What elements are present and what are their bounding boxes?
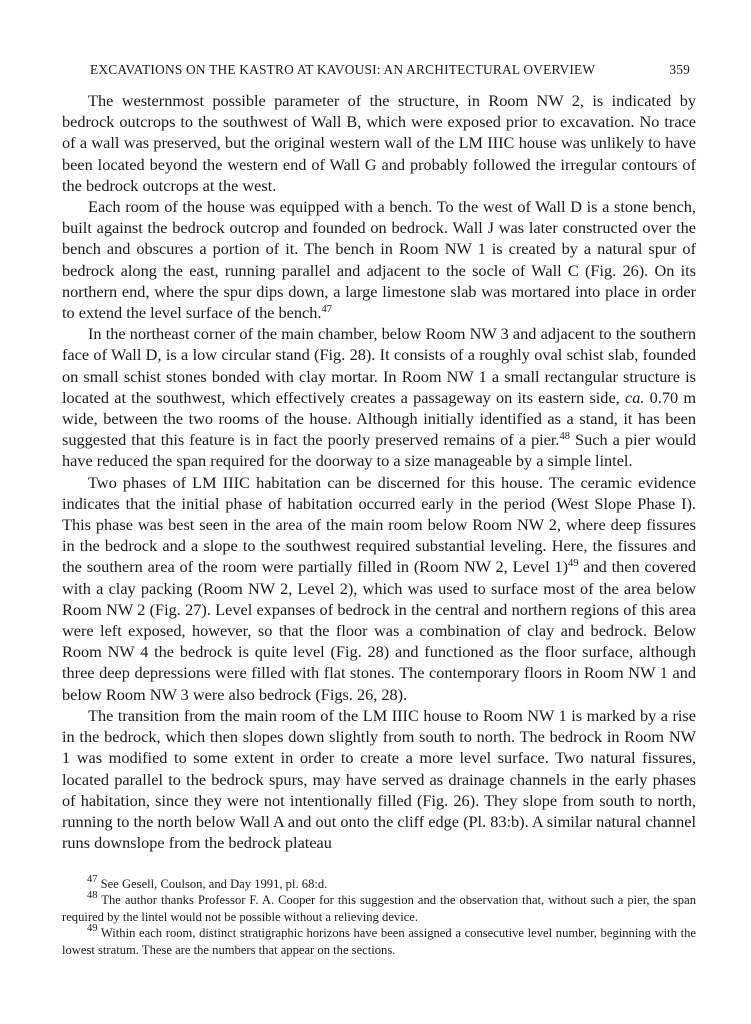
page-number: 359 bbox=[669, 62, 690, 77]
paragraph-text: The westernmost possible parameter of the structure, in Room NW 2, is indicated by bedrock outcrops to the southwest of Wall B, which were exposed prior to excavation. No trace of a wall was preserved, but the original western wall of the LM IIIC house was unlikely to have been located beyond the western end of Wall G and probably followed the irregular contours of the bedrock outcrops at the west. bbox=[62, 91, 696, 195]
body-text bbox=[62, 90, 696, 853]
footnote-text: The author thanks Professor F. A. Cooper for this suggestion and the observation that, without such a pier, the span required by the lintel would not be possible without a relieving device. bbox=[62, 893, 696, 924]
footnote-ref: 49 bbox=[568, 558, 579, 570]
paragraph-text: In the northeast corner of the main chamber, below Room NW 3 and adjacent to the southern face of Wall D, is a low circular stand (Fig. 28). It consists of a roughly oval schist slab, founded on small schist stones bonded with clay mortar. In Room NW 1 a small rectangular structure is located at the southwest, which effectively creates a passageway on its eastern side, bbox=[62, 324, 696, 407]
body-paragraph bbox=[62, 90, 696, 196]
footnote bbox=[62, 892, 696, 925]
footnote-text: See Gesell, Coulson, and Day 1991, pl. 68:d. bbox=[97, 877, 328, 891]
footnote bbox=[62, 876, 696, 892]
paragraph-text: Such a pier would have reduced the span required for the doorway to a size manageable by a simple lintel. bbox=[62, 430, 696, 471]
body-paragraph bbox=[62, 472, 696, 705]
footnote-ref: 48 bbox=[559, 431, 570, 443]
footnote-number: 47 bbox=[87, 874, 98, 885]
footnote-ref: 47 bbox=[321, 304, 332, 316]
paragraph-text: Two phases of LM IIIC habitation can be discerned for this house. The ceramic evidence indicates that the initial phase of habitation occurred early in the period (West Slope Phase I). This phase was best seen in the area of the main room below Room NW 2, where deep fissures in the bedrock and a slope to the southwest required substantial leveling. Here, the fissures and the southern area of the room were partially filled in (Room NW 2, Level 1) bbox=[62, 472, 696, 577]
paragraph-text: Each room of the house was equipped with a bench. To the west of Wall D is a stone bench, built against the bedrock outcrop and founded on bedrock. Wall J was later constructed over the bench and obscures a portion of it. The bench in Room NW 1 is created by a natural spur of bedrock along the east, running parallel and adjacent to the socle of Wall C (Fig. 26). On its northern end, where the spur dips down, a large limestone slab was mortared into place in order to extend the level surface of the bench. bbox=[62, 197, 696, 323]
italic-text: ca. bbox=[624, 387, 645, 407]
paragraph-text: The transition from the main room of the LM IIIC house to Room NW 1 is marked by a rise in the bedrock, which then slopes down slightly from south to north. The bedrock in Room NW 1 was modified to some extent in order to create a more level surface. Two natural fissures, located parallel to the bedrock spurs, may have served as drainage channels in the early phases of habitation, since they were not intentionally filled (Fig. 26). They slope from south to north, running to the north below Wall A and out onto the cliff edge (Pl. 83:b). A similar natural channel runs downslope from the bedrock plateau bbox=[62, 705, 696, 853]
paragraph-text: and then covered with a clay packing (Room NW 2, Level 2), which was used to surface most of the area below Room NW 2 (Fig. 27). Level expanses of bedrock in the central and northern regions of this area were left exposed, however, so that the floor was a combination of clay and bedrock. Below Room NW 4 the bedrock is quite level (Fig. 28) and functioned as the floor surface, although three deep depressions were filled with flat stones. The contemporary floors in Room NW 1 and below Room NW 3 were also bedrock (Figs. 26, 28). bbox=[62, 557, 696, 704]
footnote-text: Within each room, distinct stratigraphic horizons have been assigned a consecutive level number, beginning with the lowest stratum. These are the numbers that appear on the sections. bbox=[62, 926, 696, 957]
footnote-number: 48 bbox=[87, 890, 98, 902]
body-paragraph bbox=[62, 196, 696, 323]
footnote bbox=[62, 925, 696, 958]
running-title: EXCAVATIONS ON THE KASTRO AT KAVOUSI: AN ARCHITECTURAL OVERVIEW bbox=[90, 62, 596, 77]
running-header bbox=[90, 60, 690, 80]
footnote-number: 49 bbox=[87, 923, 98, 935]
body-paragraph bbox=[62, 705, 696, 853]
paragraph-text: 0.70 m wide, between the two rooms of the house. Although initially identified as a stand, it has been suggested that this feature is in fact the poorly preserved remains of a pier. bbox=[62, 387, 696, 450]
body-paragraph bbox=[62, 323, 696, 471]
footnotes bbox=[62, 876, 696, 958]
